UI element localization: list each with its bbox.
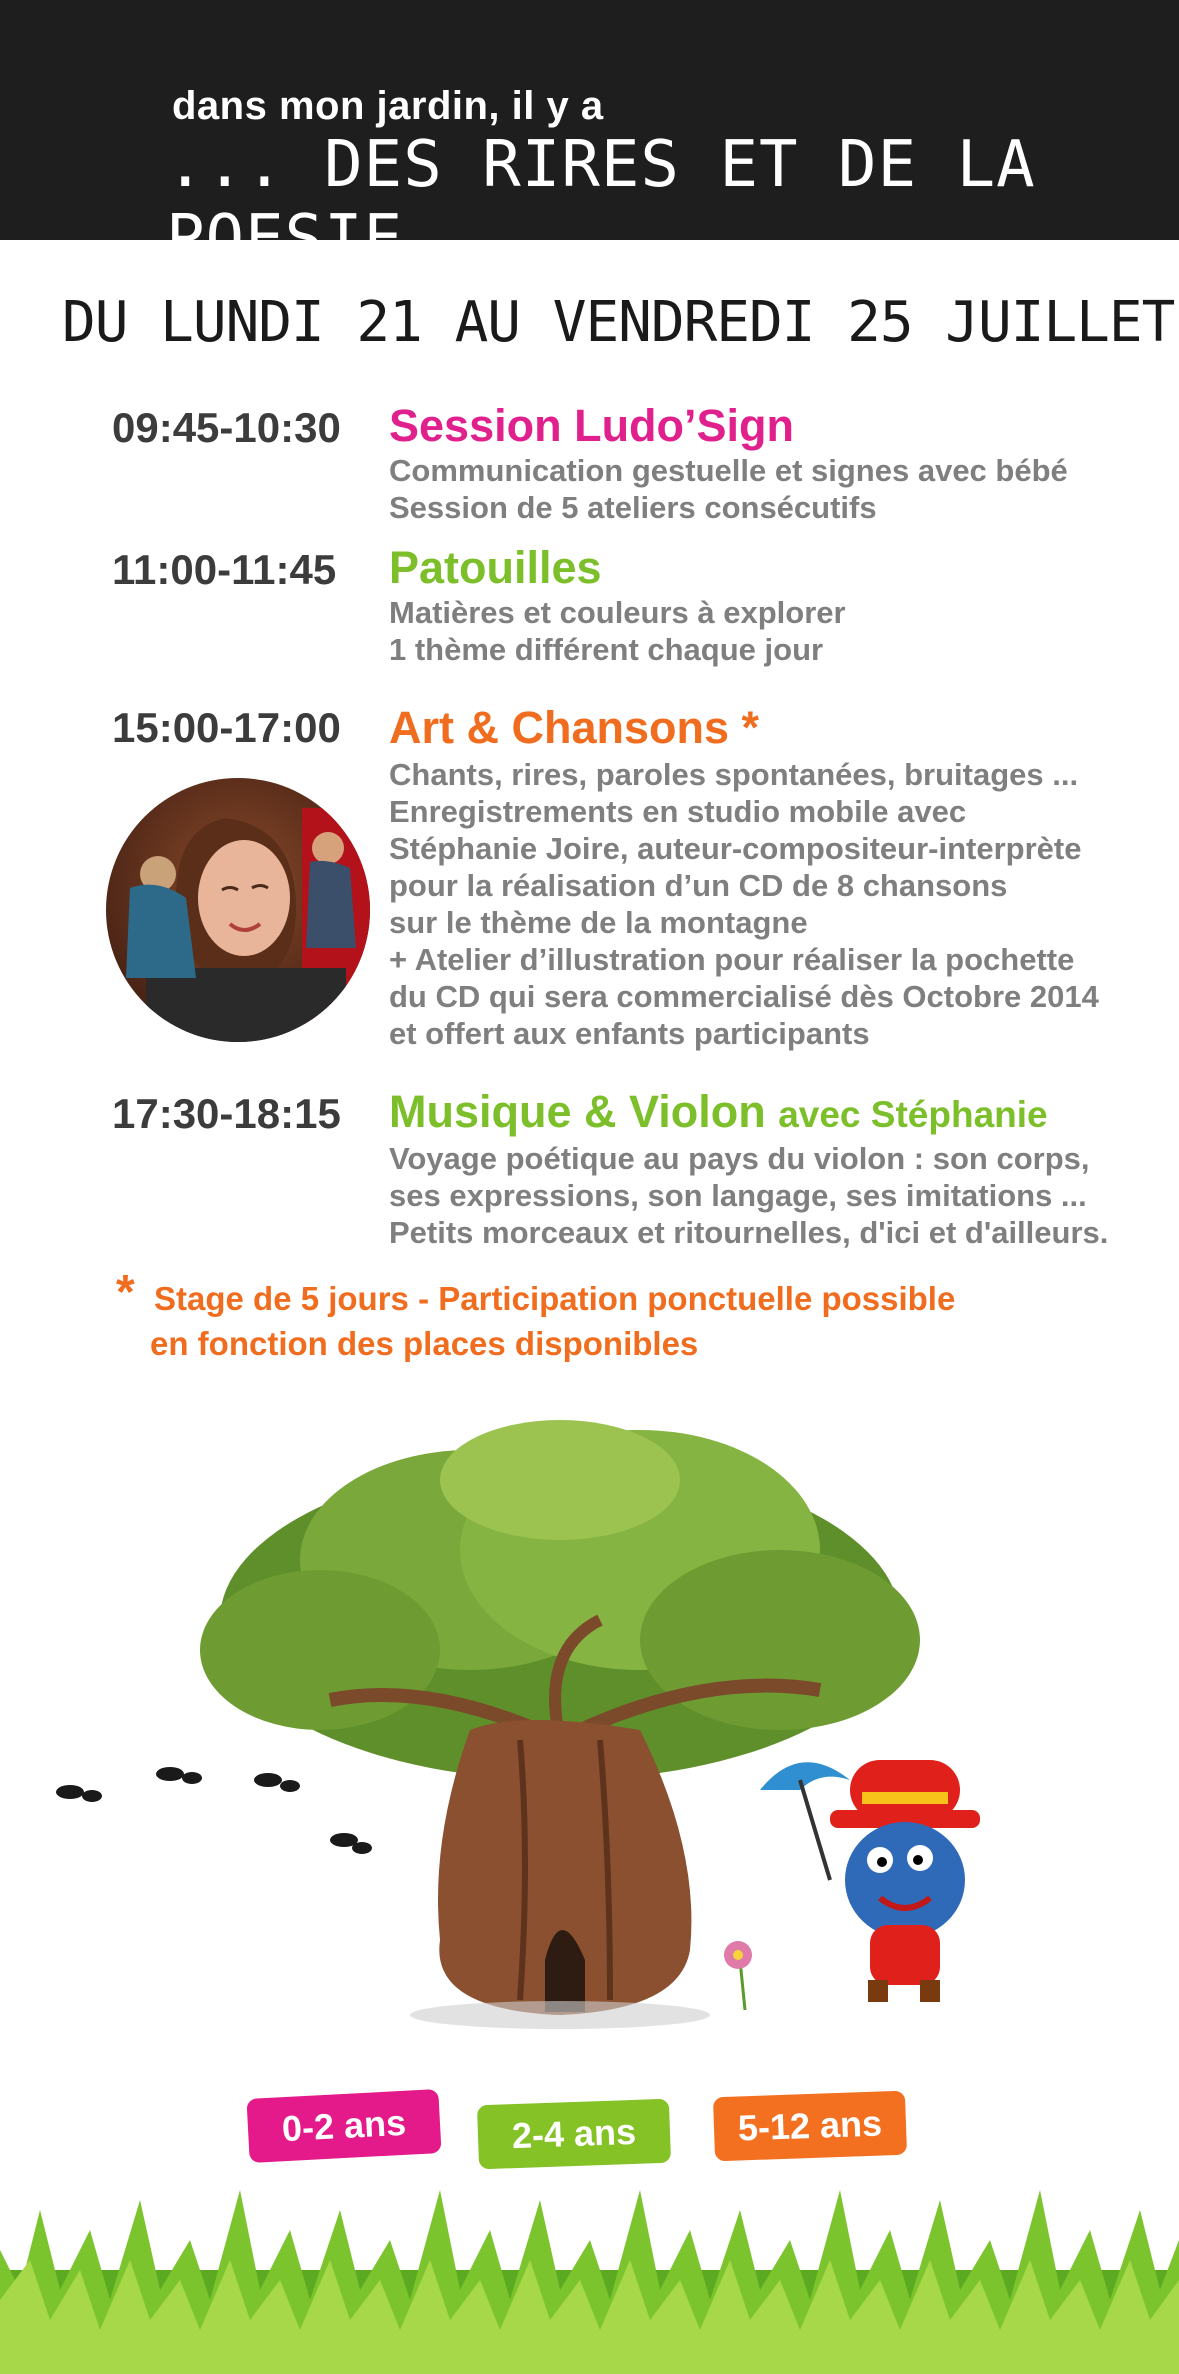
ants-icon <box>56 1767 372 1854</box>
age-badge-2-4: 2-4 ans <box>477 2099 671 2170</box>
session-description <box>389 452 1068 526</box>
description-line: Enregistrements en studio mobile avec <box>389 794 967 829</box>
description-line: Chants, rires, paroles spontanées, bruitages ... <box>389 757 1079 792</box>
session-description <box>389 594 846 668</box>
description-line: Voyage poétique au pays du violon : son corps, <box>389 1141 1090 1176</box>
footnote-line: en fonction des places disponibles <box>150 1325 699 1362</box>
description-line: + Atelier d’illustration pour réaliser la pochette <box>389 942 1075 977</box>
session-title-suffix: avec Stéphanie <box>778 1094 1048 1135</box>
description-line: et offert aux enfants participants <box>389 1016 870 1051</box>
description-line: Communication gestuelle et signes avec bébé <box>389 453 1068 488</box>
footnote-line: Stage de 5 jours - Participation ponctuelle possible <box>154 1280 956 1317</box>
session-time: 17:30-18:15 <box>112 1090 341 1137</box>
description-line: sur le thème de la montagne <box>389 905 808 940</box>
header-title: ... DES RIRES ET DE LA POESIE <box>166 128 1036 276</box>
performer-photo <box>106 778 370 1042</box>
session-title-ludosign: Session Ludo’Sign <box>389 400 795 451</box>
header-banner <box>0 0 1179 276</box>
session-title-patouilles: Patouilles <box>389 542 602 593</box>
description-line: Session de 5 ateliers consécutifs <box>389 490 877 525</box>
age-badge-0-2: 0-2 ans <box>246 2089 441 2163</box>
grass-icon <box>0 2190 1179 2374</box>
footnote <box>116 1266 956 1366</box>
asterisk: * <box>116 1266 135 1319</box>
session-title-main: Musique & Violon <box>389 1086 766 1137</box>
session-title-art-chansons: Art & Chansons * <box>389 702 760 753</box>
description-line: Petits morceaux et ritournelles, d'ici et d'ailleurs. <box>389 1215 1109 1250</box>
description-line: Stéphanie Joire, auteur-compositeur-interprète <box>389 831 1082 866</box>
description-line: 1 thème différent chaque jour <box>389 632 824 667</box>
description-line: du CD qui sera commercialisé dès Octobre 2014 <box>389 979 1099 1014</box>
garden-illustration <box>0 1380 1179 2374</box>
session-description <box>389 1140 1108 1251</box>
session-title-musique-violon <box>389 1086 1048 1138</box>
session-time: 11:00-11:45 <box>112 546 337 593</box>
description-line: Matières et couleurs à explorer <box>389 595 846 630</box>
tree-icon <box>200 1420 920 2029</box>
age-badge-5-12: 5-12 ans <box>713 2091 907 2162</box>
header-subtitle: dans mon jardin, il y a <box>172 84 604 128</box>
character-icon <box>760 1760 980 2002</box>
description-line: ses expressions, son langage, ses imitations ... <box>389 1178 1087 1213</box>
portrait-illustration <box>106 778 370 1042</box>
description-line: pour la réalisation d’un CD de 8 chansons <box>389 868 1008 903</box>
session-time: 09:45-10:30 <box>112 404 341 451</box>
session-description <box>389 756 1099 1052</box>
flower-icon <box>724 1941 752 2010</box>
date-range-heading: DU LUNDI 21 AU VENDREDI 25 JUILLET <box>62 290 1175 355</box>
session-time: 15:00-17:00 <box>112 704 341 751</box>
